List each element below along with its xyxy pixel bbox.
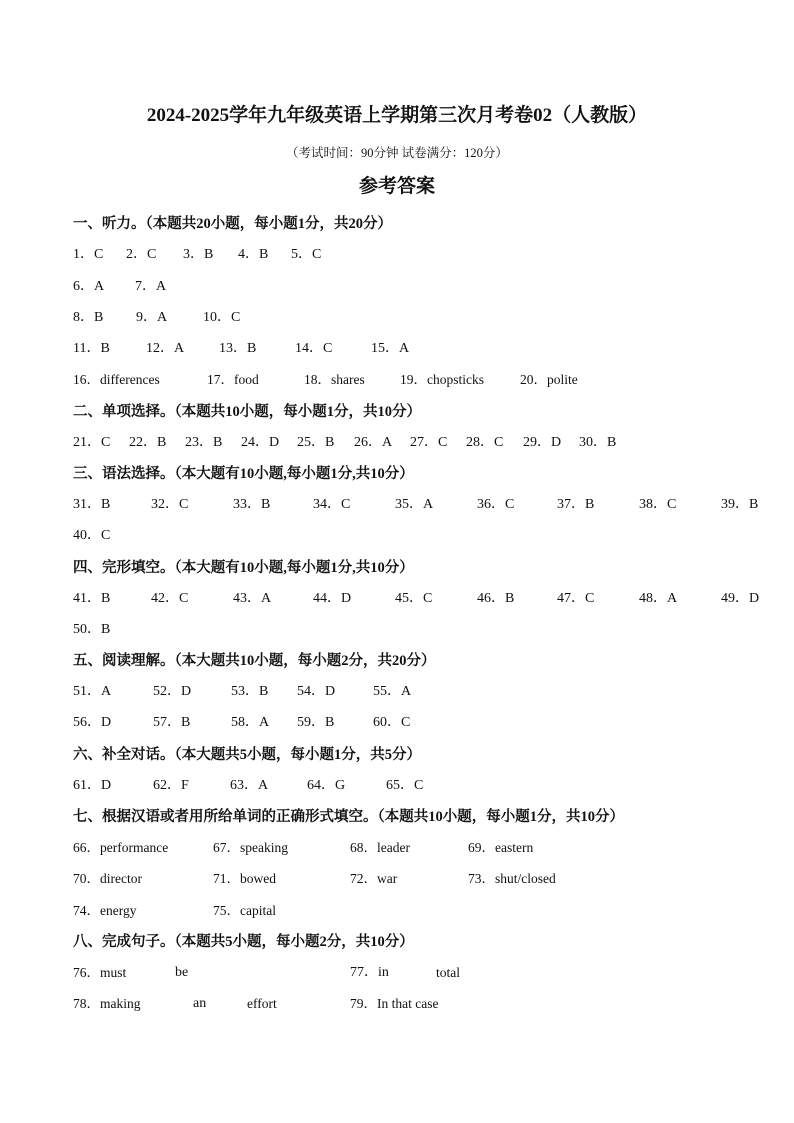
- answer-item: 39．B: [721, 497, 759, 512]
- answer-item: 6．A: [73, 279, 105, 294]
- answer-item: 27．C: [410, 435, 448, 450]
- section-title: 四、完形填空。（本大题有10小题,每小题1分,共10分）: [73, 560, 414, 576]
- answer-item: 32．C: [151, 497, 189, 512]
- section-title: 二、单项选择。（本题共10小题，每小题1分，共10分）: [73, 404, 421, 420]
- answer-heading: 参考答案: [358, 176, 435, 197]
- answer-item: 34．C: [313, 497, 351, 512]
- answer-item: 9．A: [136, 310, 168, 325]
- answer-item: 48．A: [639, 591, 678, 606]
- answer-item: 72．war: [350, 871, 398, 886]
- answer-item: 31．B: [73, 497, 111, 512]
- answer-item: 42．C: [151, 591, 189, 606]
- answer-item: 19．chopsticks: [400, 372, 484, 387]
- answer-item: 21．C: [73, 435, 111, 450]
- answer-item: 52．D: [153, 684, 192, 699]
- answer-item: 2．C: [126, 247, 157, 262]
- answer-item: 7．A: [135, 279, 167, 294]
- answer-item: 35．A: [395, 497, 434, 512]
- answer-item: 74．energy: [73, 903, 137, 918]
- answer-item: 44．D: [313, 591, 352, 606]
- answer-item: 69．eastern: [468, 840, 534, 855]
- answer-item: 20．polite: [520, 372, 578, 387]
- answer-item: 3．B: [183, 247, 214, 262]
- answer-item: 22．B: [129, 435, 167, 450]
- answer-item: 56．D: [73, 715, 112, 730]
- exam-info: （考试时间：90分钟 试卷满分：120分）: [286, 146, 508, 160]
- answer-item: 70．director: [73, 871, 142, 886]
- answer-item: 17．food: [207, 372, 259, 387]
- answer-item: 1．C: [73, 247, 104, 262]
- answer-item: 10．C: [203, 310, 241, 325]
- answer-item: 79．In that case: [350, 996, 439, 1011]
- answer-item: 12．A: [146, 341, 185, 356]
- answer-item: 14．C: [295, 341, 333, 356]
- answer-item: 78．making: [73, 996, 141, 1011]
- answer-item: 11．B: [73, 341, 110, 356]
- answer-item: 60．C: [373, 715, 411, 730]
- section-title: 七、根据汉语或者用所给单词的正确形式填空。（本题共10小题，每小题1分，共10分）: [73, 809, 624, 825]
- answer-item: be: [175, 965, 189, 980]
- answer-item: 46．B: [477, 591, 515, 606]
- answer-item: 51．A: [73, 684, 112, 699]
- document-title: 2024-2025学年九年级英语上学期第三次月考卷02（人教版）: [146, 105, 648, 126]
- answer-item: 67．speaking: [213, 840, 288, 855]
- answer-item: 63．A: [230, 778, 269, 793]
- answer-item: 76．must: [73, 965, 127, 980]
- answer-item: 41．B: [73, 591, 111, 606]
- answer-item: 59．B: [297, 715, 335, 730]
- answer-item: 24．D: [241, 435, 280, 450]
- answer-item: 43．A: [233, 591, 272, 606]
- answer-item: total: [436, 965, 460, 980]
- answer-item: 53．B: [231, 684, 269, 699]
- answer-item: 36．C: [477, 497, 515, 512]
- answer-item: 29．D: [523, 435, 562, 450]
- answer-item: 66．performance: [73, 840, 169, 855]
- answer-item: 15．A: [371, 341, 410, 356]
- answer-item: 75．capital: [213, 903, 276, 918]
- answer-item: 73．shut/closed: [468, 871, 556, 886]
- section-title: 六、补全对话。（本大题共5小题，每小题1分，共5分）: [73, 747, 421, 763]
- answer-item: 62．F: [153, 778, 189, 793]
- answer-item: an: [193, 996, 207, 1011]
- answer-item: 55．A: [373, 684, 412, 699]
- answer-item: 54．D: [297, 684, 336, 699]
- answer-item: 64．G: [307, 778, 346, 793]
- answer-item: 30．B: [579, 435, 617, 450]
- answer-item: 45．C: [395, 591, 433, 606]
- section-title: 三、语法选择。（本大题有10小题,每小题1分,共10分）: [73, 466, 414, 482]
- answer-item: effort: [247, 996, 277, 1011]
- answer-item: 65．C: [386, 778, 424, 793]
- answer-item: 50．B: [73, 622, 111, 637]
- answer-item: 18．shares: [304, 372, 365, 387]
- answer-item: 13．B: [219, 341, 257, 356]
- section-title: 八、完成句子。（本题共5小题，每小题2分，共10分）: [73, 934, 414, 950]
- answer-item: 23．B: [185, 435, 223, 450]
- answer-item: 49．D: [721, 591, 760, 606]
- section-title: 一、听力。（本题共20小题，每小题1分，共20分）: [73, 216, 392, 232]
- answer-item: 33．B: [233, 497, 271, 512]
- answer-item: 47．C: [557, 591, 595, 606]
- answer-item: 25．B: [297, 435, 335, 450]
- answer-item: 37．B: [557, 497, 595, 512]
- answer-item: 26．A: [354, 435, 393, 450]
- answer-item: 71．bowed: [213, 871, 276, 886]
- answer-item: 28．C: [466, 435, 504, 450]
- answer-item: 5．C: [291, 247, 322, 262]
- answer-item: 77．in: [350, 965, 389, 980]
- answer-item: 61．D: [73, 778, 112, 793]
- answer-item: 4．B: [238, 247, 269, 262]
- answer-item: 57．B: [153, 715, 191, 730]
- answer-item: 8．B: [73, 310, 104, 325]
- answer-item: 68．leader: [350, 840, 410, 855]
- answer-item: 58．A: [231, 715, 270, 730]
- answer-item: 40．C: [73, 528, 111, 543]
- answer-item: 16．differences: [73, 372, 160, 387]
- answer-item: 38．C: [639, 497, 677, 512]
- section-title: 五、阅读理解。（本大题共10小题，每小题2分，共20分）: [73, 653, 436, 669]
